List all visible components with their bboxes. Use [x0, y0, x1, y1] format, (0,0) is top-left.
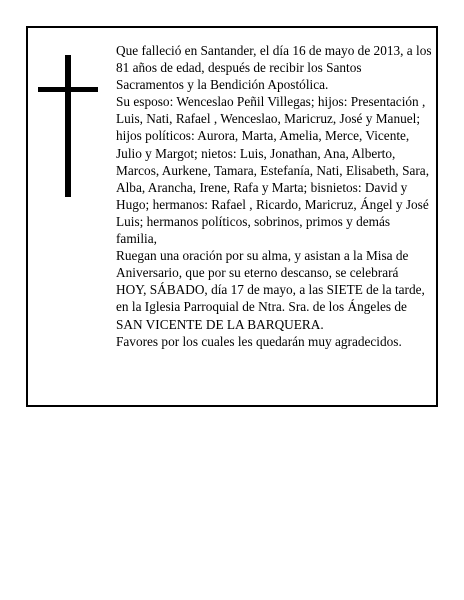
family-list-paragraph: Su esposo: Wenceslao Peñil Villegas; hijos: Presentación , Luis, Nati, Rafael , Wenceslao, Maricruz, José y Manuel; hijos políticos: Aurora, Marta, Amelia, Merce, Vicente, Julio y Margot; nietos: Luis, Jonathan, Ana, Alberto, Marcos, Aurkene, Tamara, Estefanía, Nati, Elisabeth, Sara, Alba, Arancha, Irene, Rafa y Marta; bisnietos: David y Hugo; hermanos: Rafael , Ricardo, Maricruz, Ángel y José Luis; hermanos políticos, sobrinos, primos y demás familia,	[116, 94, 430, 247]
latin-cross-icon	[38, 55, 98, 201]
mass-invitation-paragraph: Ruegan una oración por su alma, y asistan a la Misa de Aniversario, que por su eterno descanso, se celebrará HOY, SÁBADO, día 17 de mayo, a las SIETE de la tarde, en la Iglesia Parroquial de Ntra. Sra. de los Ángeles de SAN VICENTE DE LA BARQUERA.	[116, 248, 425, 332]
gratitude-paragraph: Favores por los cuales les quedarán muy agradecidos.	[116, 333, 402, 349]
cross-horizontal-beam	[38, 87, 98, 92]
cross-vertical-beam	[65, 55, 71, 197]
death-announcement-paragraph: Que falleció en Santander, el día 16 de mayo de 2013, a los 81 años de edad, después de recibir los Santos Sacramentos y la Bendición Apostólica.	[116, 43, 432, 93]
obituary-notice	[26, 26, 438, 407]
notice-body	[116, 42, 432, 350]
